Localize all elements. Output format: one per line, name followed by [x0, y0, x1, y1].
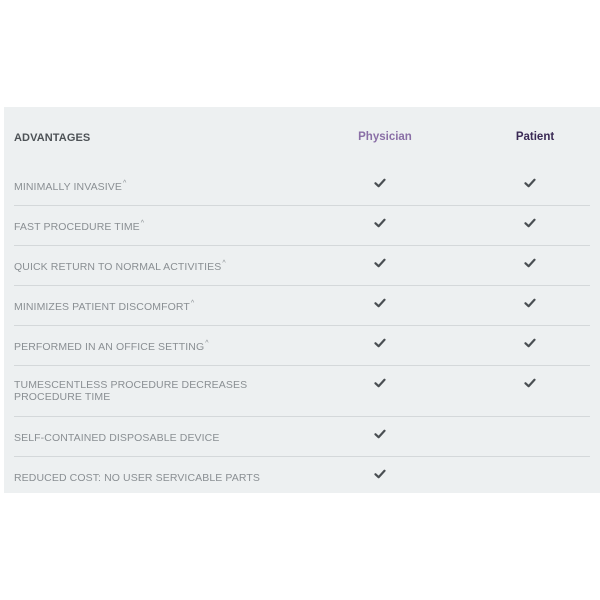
- physician-column-header: Physician: [358, 131, 412, 143]
- patient-check: [524, 217, 536, 229]
- checkmark-icon: [374, 428, 386, 440]
- row-label: TUMESCENTLESS PROCEDURE DECREASES PROCEDURE TIME: [14, 379, 248, 403]
- checkmark-icon: [374, 297, 386, 309]
- physician-check: [374, 177, 386, 189]
- physician-check: [374, 377, 386, 389]
- advantages-heading: ADVANTAGES: [14, 132, 91, 144]
- row-label: PERFORMED IN AN OFFICE SETTING^: [14, 340, 209, 353]
- table-row: [14, 286, 590, 326]
- table-row: [14, 326, 590, 366]
- checkmark-icon: [374, 177, 386, 189]
- table-row: [14, 366, 590, 417]
- row-label: MINIMALLY INVASIVE^: [14, 180, 127, 193]
- checkmark-icon: [524, 177, 536, 189]
- checkmark-icon: [374, 377, 386, 389]
- physician-check: [374, 257, 386, 269]
- comparison-panel: [4, 107, 600, 493]
- advantages-table: [14, 107, 590, 497]
- physician-check: [374, 297, 386, 309]
- checkmark-icon: [524, 337, 536, 349]
- table-row: [14, 206, 590, 246]
- table-row: [14, 417, 590, 457]
- checkmark-icon: [374, 468, 386, 480]
- row-label: REDUCED COST: NO USER SERVICABLE PARTS: [14, 472, 260, 484]
- table-row: [14, 246, 590, 286]
- physician-check: [374, 428, 386, 440]
- checkmark-icon: [374, 257, 386, 269]
- row-label: SELF-CONTAINED DISPOSABLE DEVICE: [14, 432, 220, 444]
- patient-check: [524, 468, 536, 480]
- physician-check: [374, 337, 386, 349]
- table-header-row: [14, 107, 590, 166]
- row-label: FAST PROCEDURE TIME^: [14, 220, 145, 233]
- row-label: MINIMIZES PATIENT DISCOMFORT^: [14, 300, 195, 313]
- checkmark-icon: [524, 257, 536, 269]
- physician-check: [374, 217, 386, 229]
- checkmark-icon: [374, 337, 386, 349]
- patient-check: [524, 377, 536, 389]
- table-row: [14, 166, 590, 206]
- patient-check: [524, 337, 536, 349]
- checkmark-icon: [524, 217, 536, 229]
- patient-check: [524, 428, 536, 440]
- checkmark-icon: [524, 377, 536, 389]
- patient-column-header: Patient: [515, 131, 555, 143]
- table-row: [14, 457, 590, 497]
- patient-check: [524, 297, 536, 309]
- patient-check: [524, 177, 536, 189]
- row-label: QUICK RETURN TO NORMAL ACTIVITIES^: [14, 260, 226, 273]
- checkmark-icon: [374, 217, 386, 229]
- checkmark-icon: [524, 297, 536, 309]
- physician-check: [374, 468, 386, 480]
- patient-check: [524, 257, 536, 269]
